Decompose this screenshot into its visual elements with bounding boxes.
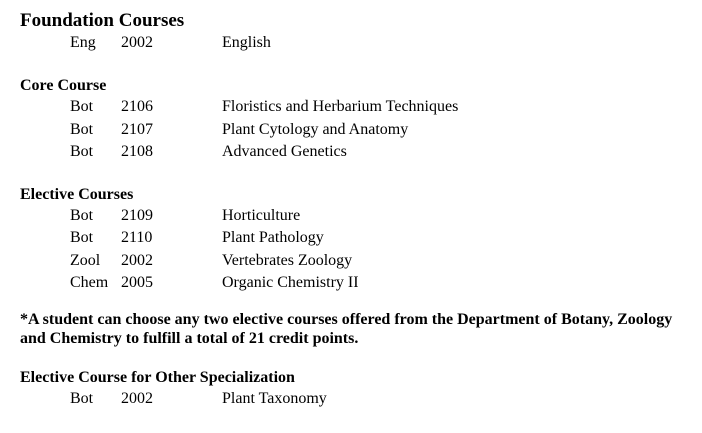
course-dept: Bot	[70, 142, 94, 160]
course-title: Plant Pathology	[222, 229, 324, 247]
spacer	[20, 54, 690, 76]
course-dept: Bot	[70, 229, 94, 247]
spacer	[20, 294, 690, 310]
course-number: 2107	[121, 120, 153, 138]
course-row	[20, 141, 690, 163]
course-row	[20, 272, 690, 294]
course-dept: Zool	[70, 251, 101, 269]
course-dept: Bot	[70, 390, 94, 408]
course-number: 2106	[121, 98, 153, 116]
course-row	[20, 205, 690, 227]
course-row	[20, 119, 690, 141]
course-number: 2005	[121, 274, 153, 292]
course-dept: Eng	[70, 34, 96, 51]
section-heading-elective: Elective Courses	[20, 186, 134, 204]
course-number: 2002	[121, 34, 153, 51]
section-heading-foundation: Foundation Courses	[20, 10, 185, 31]
section-heading-other-specialization: Elective Course for Other Specialization	[20, 369, 295, 387]
course-dept: Bot	[70, 120, 94, 138]
course-dept: Chem	[70, 274, 109, 292]
course-title: Floristics and Herbarium Techniques	[222, 98, 459, 116]
course-document	[20, 10, 690, 411]
spacer	[20, 348, 690, 368]
course-number: 2108	[121, 142, 153, 160]
course-title: English	[222, 34, 271, 51]
course-number: 2002	[121, 390, 153, 408]
section-heading-core: Core Course	[20, 77, 107, 95]
course-title: Plant Taxonomy	[222, 390, 327, 408]
course-row	[20, 227, 690, 249]
course-number: 2002	[121, 251, 153, 269]
spacer	[20, 163, 690, 185]
course-title: Advanced Genetics	[222, 142, 347, 160]
elective-note: *A student can choose any two elective courses offered from the Department of Botany, Zoology and Chemistry to fulfill a total of 21 credit points.	[20, 311, 673, 348]
course-title: Horticulture	[222, 207, 301, 225]
course-number: 2110	[121, 229, 153, 247]
course-title: Vertebrates Zoology	[222, 251, 353, 269]
course-dept: Bot	[70, 98, 94, 116]
course-title: Organic Chemistry II	[222, 274, 359, 292]
course-number: 2109	[121, 207, 153, 225]
course-dept: Bot	[70, 207, 94, 225]
course-title: Plant Cytology and Anatomy	[222, 120, 409, 138]
course-row	[20, 250, 690, 272]
course-row	[20, 388, 690, 410]
course-row	[20, 32, 690, 54]
course-row	[20, 96, 690, 118]
